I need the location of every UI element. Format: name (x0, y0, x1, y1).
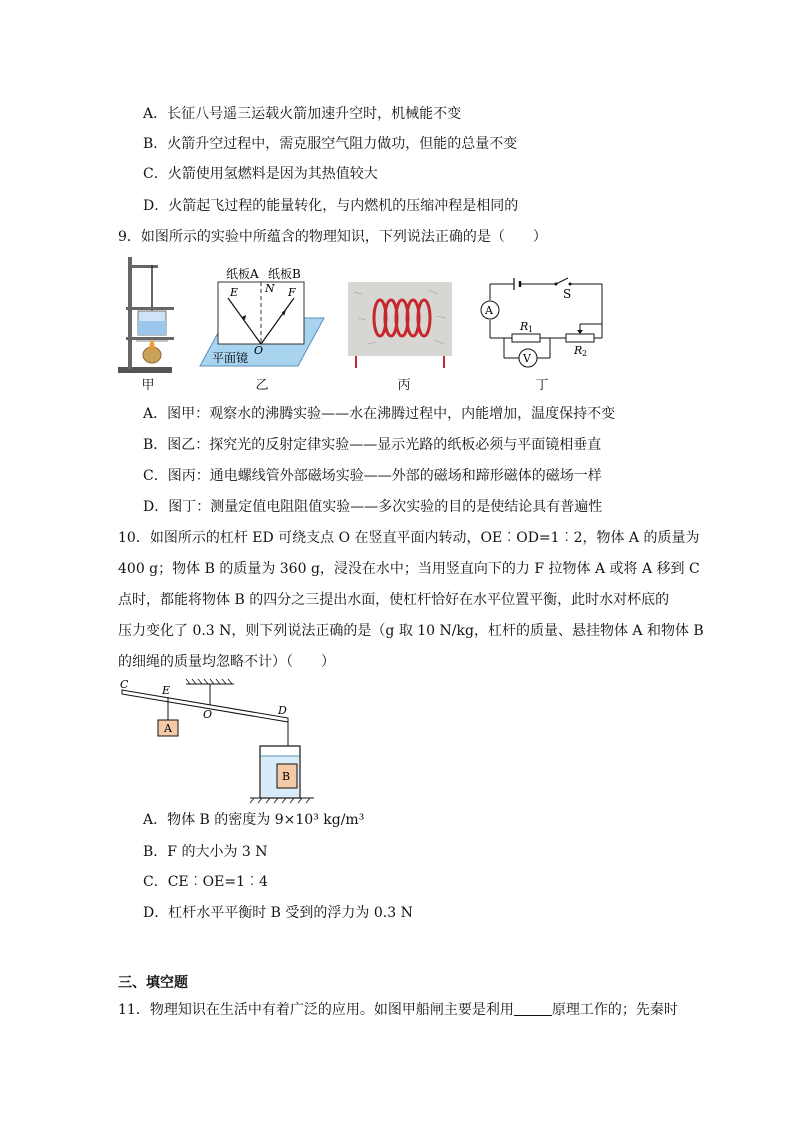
ding-label-r2: R (574, 344, 583, 357)
q10-stem-line-1: 10．如图所示的杠杆 ED 可绕支点 O 在竖直平面内转动，OE︰OD=1︰2，物体 A 的质量为 (118, 530, 700, 546)
yi-label-mirror: 平面镜 (212, 351, 249, 365)
ding-label-r1-sub: 1 (528, 325, 534, 334)
q11-stem-after: 原理工作的；先秦时 (551, 1002, 678, 1018)
figure-ding-caption: 丁 (535, 378, 549, 393)
yi-label-board-b: 纸板B (268, 267, 301, 281)
q10-label-a: A (164, 722, 172, 735)
q10-stem-line-3: 点时，都能将物体 B 的四分之三提出水面，使杠杆恰好在水平位置平衡，此时水对杯底的 (118, 592, 670, 608)
q10-label-o: O (203, 708, 213, 721)
q11-blank[interactable] (514, 1001, 552, 1016)
q10-stem-line-5: 的细绳的质量均忽略不计）（ ） (118, 654, 335, 670)
ding-label-r2-sub: 2 (582, 349, 588, 358)
q10-option-d: D．杠杆水平平衡时 B 受到的浮力为 0.3 N (143, 905, 413, 921)
yi-label-o: O (254, 344, 264, 357)
q10-label-e: E (162, 684, 171, 697)
figure-q10-lever (116, 676, 324, 806)
q10-option-b: B．F 的大小为 3 N (143, 844, 268, 860)
yi-label-f: F (288, 286, 296, 299)
figure-ding (474, 264, 608, 368)
figure-jia (116, 255, 180, 375)
q10-label-d: D (278, 704, 287, 717)
q10-label-b: B (282, 770, 291, 783)
q10-label-c: C (120, 678, 129, 691)
q9-option-b: B．图乙：探究光的反射定律实验——显示光路的纸板必须与平面镜相垂直 (143, 437, 602, 453)
ding-label-ammeter: A (485, 304, 493, 317)
q9-stem: 9．如图所示的实验中所蕴含的物理知识，下列说法正确的是（ ） (118, 229, 547, 245)
figure-jia-caption: 甲 (141, 378, 155, 393)
section-title: 三、填空题 (118, 975, 188, 991)
q8-option-d: D．火箭起飞过程的能量转化，与内燃机的压缩冲程是相同的 (143, 198, 519, 214)
ding-label-r1: R (520, 320, 529, 333)
q8-option-b: B．火箭升空过程中，需克服空气阻力做功，但能的总量不变 (143, 136, 518, 152)
figure-yi (198, 262, 326, 368)
q9-option-d: D．图丁：测量定值电阻阻值实验——多次实验的目的是使结论具有普遍性 (143, 499, 603, 515)
ding-label-switch: S (563, 287, 572, 301)
figure-yi-caption: 乙 (255, 378, 269, 393)
q9-option-a: A．图甲：观察水的沸腾实验——水在沸腾过程中，内能增加，温度保持不变 (143, 406, 616, 422)
q9-option-c: C．图丙：通电螺线管外部磁场实验——外部的磁场和蹄形磁体的磁场一样 (143, 468, 602, 484)
q8-option-a: A．长征八号遥三运载火箭加速升空时，机械能不变 (143, 106, 462, 122)
figure-bing (348, 282, 452, 368)
q10-stem-line-4: 压力变化了 0.3 N，则下列说法正确的是（g 取 10 N/kg，杠杆的质量、悬挂物体 A 和物体 B (118, 623, 704, 639)
yi-label-n: N (265, 282, 275, 295)
figure-bing-caption: 丙 (397, 378, 411, 393)
q10-option-a: A．物体 B 的密度为 9×10³ kg/m³ (143, 812, 365, 828)
yi-label-e: E (230, 286, 239, 299)
q10-option-c: C．CE︰OE=1︰4 (143, 874, 268, 890)
q11-stem (118, 1000, 678, 1020)
q11-stem-before: 11．物理知识在生活中有着广泛的应用。如图甲船闸主要是利用 (118, 1002, 514, 1018)
ding-label-voltmeter: V (523, 352, 531, 365)
q8-option-c: C．火箭使用氢燃料是因为其热值较大 (143, 166, 378, 182)
q10-stem-line-2: 400 g；物体 B 的质量为 360 g，浸没在水中；当用竖直向下的力 F 拉物体 A 或将 A 移到 C (118, 561, 700, 577)
yi-label-board-a: 纸板A (226, 267, 259, 281)
